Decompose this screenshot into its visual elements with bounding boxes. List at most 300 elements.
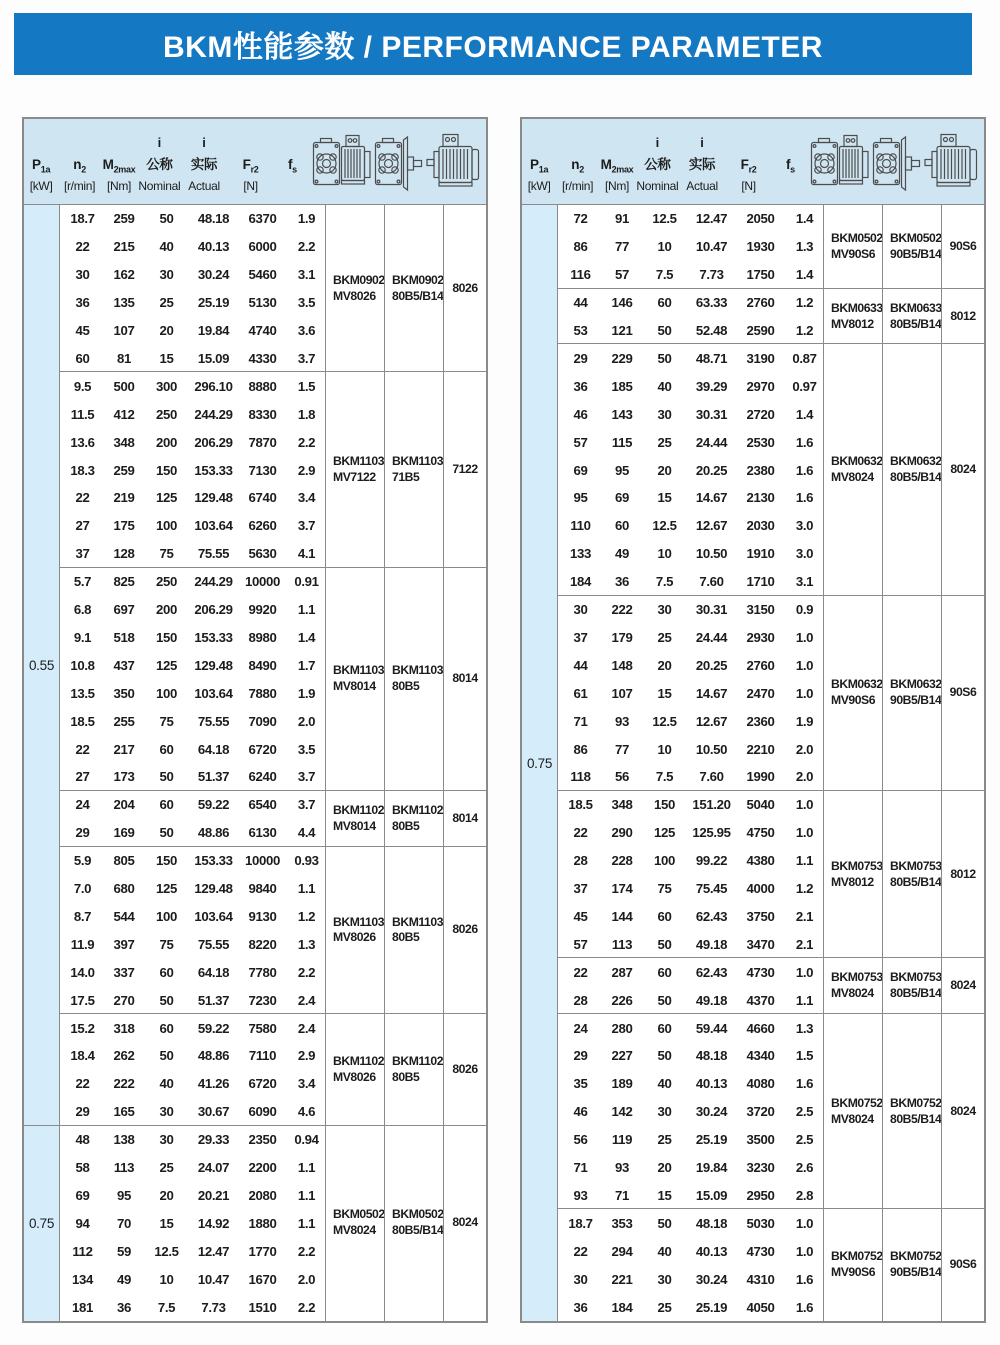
gearmotor-model-cell <box>325 568 384 791</box>
cell-i-actual: 24.44 <box>695 434 728 450</box>
cell-i-actual: 51.37 <box>197 769 230 785</box>
cell-i-nominal: 40 <box>159 1076 174 1092</box>
cell-i-actual: 20.25 <box>695 462 728 478</box>
header-fs: $f_s$ <box>287 157 297 175</box>
gearmotor-model-label <box>333 1054 384 1086</box>
cell-fr2: 9920 <box>248 602 277 618</box>
table-row <box>558 903 823 931</box>
cell-fs: 2.2 <box>297 964 316 980</box>
cell-fr2: 1990 <box>746 769 775 785</box>
model-line: MV8026 <box>333 1069 376 1084</box>
table-row <box>60 512 325 540</box>
header-n2: $n_2$ [r/min] <box>63 157 96 193</box>
cell-i-nominal: 100 <box>156 685 177 701</box>
table-row <box>60 1098 325 1126</box>
cell-fs: 3.0 <box>795 546 814 562</box>
cell-fs: 1.2 <box>795 323 814 339</box>
power-value-cell: 0.75 <box>526 755 553 771</box>
data-rows <box>558 1014 823 1209</box>
cell-fs: 1.3 <box>297 936 316 952</box>
table-row <box>60 902 325 930</box>
table-row <box>60 1237 325 1265</box>
model-line: MV90S6 <box>831 1265 876 1280</box>
gearmotor-model-cell <box>823 791 882 958</box>
cell-i-actual: 12.67 <box>695 713 728 729</box>
cell-n2: 18.7 <box>568 1215 593 1231</box>
gearmotor-model-cell <box>823 1209 882 1321</box>
blocks <box>558 205 984 1321</box>
cell-n2: 10.8 <box>70 657 95 673</box>
table-row <box>60 1126 325 1154</box>
cell-i-nominal: 25 <box>657 1299 672 1315</box>
cell-fr2: 10000 <box>245 853 280 869</box>
cell-m2max: 93 <box>615 1160 629 1176</box>
cell-fr2: 5630 <box>248 546 277 562</box>
cell-i-nominal: 20 <box>657 657 672 673</box>
data-rows <box>558 1209 823 1321</box>
motor-frame-cell <box>941 1209 984 1321</box>
table-row <box>60 568 325 596</box>
model-block <box>558 1014 984 1209</box>
header-i-nominal: i 公称 Nominal <box>636 135 679 193</box>
cell-fs: 0.97 <box>792 378 817 394</box>
header-i-nominal: i 公称 Nominal <box>138 135 181 193</box>
model-block <box>558 791 984 958</box>
cell-n2: 53 <box>573 323 588 339</box>
cell-n2: 9.5 <box>73 378 92 394</box>
cell-fr2: 2030 <box>746 518 775 534</box>
model-line: 90B5/B14 <box>890 246 942 261</box>
cell-n2: 48 <box>75 1132 90 1148</box>
table-row <box>60 1265 325 1293</box>
gearbox-model-cell <box>384 791 443 847</box>
model-block <box>558 289 984 345</box>
cell-m2max: 36 <box>117 1299 131 1315</box>
table-row <box>558 344 823 372</box>
cell-fr2: 2210 <box>746 741 775 757</box>
cell-i-actual: 30.24 <box>197 267 230 283</box>
cell-i-actual: 62.43 <box>695 964 728 980</box>
cell-i-nominal: 10 <box>657 546 672 562</box>
model-line: BKM1103 <box>392 663 444 678</box>
motor-frame-cell <box>443 1126 486 1321</box>
cell-n2: 45 <box>573 908 588 924</box>
gearmotor-model-label <box>831 677 883 709</box>
cell-m2max: 115 <box>611 434 633 450</box>
cell-fr2: 10000 <box>245 574 280 590</box>
table-row <box>558 1293 823 1321</box>
cell-i-actual: 153.33 <box>194 462 233 478</box>
gearmotor-model-cell <box>325 1126 384 1321</box>
motor-icon <box>924 128 982 197</box>
cell-fr2: 8330 <box>248 406 277 422</box>
cell-i-nominal: 7.5 <box>655 574 674 590</box>
gearmotor-model-label <box>831 1096 883 1128</box>
model-line: BKM0632 <box>831 677 883 692</box>
model-block <box>60 568 486 791</box>
cell-i-nominal: 25 <box>657 629 672 645</box>
cell-n2: 58 <box>75 1160 90 1176</box>
cell-i-nominal: 60 <box>657 1020 672 1036</box>
cell-n2: 110 <box>570 518 591 534</box>
table-row <box>558 875 823 903</box>
table-row <box>558 540 823 568</box>
model-line: 90B5/B14 <box>890 1265 942 1280</box>
cell-i-actual: 40.13 <box>695 1076 728 1092</box>
model-line: MV8024 <box>831 470 874 485</box>
cell-i-nominal: 50 <box>159 769 174 785</box>
power-value-cell: 0.75 <box>24 1126 59 1321</box>
cell-n2: 13.6 <box>70 434 95 450</box>
gearmotor-model-cell <box>325 791 384 847</box>
cell-i-nominal: 50 <box>159 992 174 1008</box>
header-product-drawings <box>310 119 486 204</box>
cell-i-nominal: 150 <box>654 797 675 813</box>
cell-fr2: 6540 <box>248 797 277 813</box>
cell-i-actual: 103.64 <box>194 518 233 534</box>
gearmotor-model-cell <box>823 205 882 289</box>
cell-i-actual: 29.33 <box>197 1132 230 1148</box>
cell-i-actual: 12.67 <box>695 518 728 534</box>
cell-i-actual: 40.13 <box>197 239 230 255</box>
cell-fs: 1.0 <box>795 825 814 841</box>
data-rows <box>60 791 325 847</box>
gearbox-model-cell <box>882 958 941 1014</box>
header-fr2: $F_{r2}$ [N] <box>242 157 259 193</box>
header-p1a: $P_{1a}$ [kW] <box>527 157 551 193</box>
cell-m2max: 229 <box>611 350 633 366</box>
cell-fr2: 4740 <box>248 323 277 339</box>
cell-n2: 86 <box>573 741 588 757</box>
gearmotor-model-label <box>333 803 384 835</box>
cell-fr2: 4380 <box>746 853 775 869</box>
cell-fs: 1.2 <box>795 881 814 897</box>
cell-fs: 4.1 <box>297 546 316 562</box>
gearbox-model-cell <box>882 1209 941 1321</box>
motor-frame-cell <box>941 289 984 345</box>
cell-fr2: 2350 <box>248 1132 277 1148</box>
data-rows <box>60 205 325 372</box>
header-m2max: $M_{2max}$ [Nm] <box>102 157 136 193</box>
cell-i-actual: 129.48 <box>194 881 233 897</box>
cell-fs: 1.0 <box>795 1215 814 1231</box>
table-row <box>60 679 325 707</box>
cell-m2max: 91 <box>615 211 629 227</box>
cell-fs: 3.1 <box>795 574 814 590</box>
cell-i-nominal: 150 <box>156 629 177 645</box>
motor-frame-cell <box>443 1014 486 1126</box>
cell-fr2: 2970 <box>746 378 775 394</box>
cell-n2: 94 <box>75 1215 90 1231</box>
cell-m2max: 143 <box>611 406 633 422</box>
table-row <box>60 317 325 345</box>
cell-i-actual: 14.67 <box>695 490 728 506</box>
cell-i-nominal: 100 <box>156 518 177 534</box>
model-line: BKM0502 <box>333 1207 385 1222</box>
cell-n2: 24 <box>75 797 90 813</box>
cell-i-actual: 153.33 <box>194 629 233 645</box>
cell-fs: 1.4 <box>795 211 814 227</box>
gearmotor-model-cell <box>823 289 882 345</box>
cell-n2: 27 <box>75 769 90 785</box>
cell-n2: 36 <box>573 378 588 394</box>
cell-m2max: 56 <box>615 769 629 785</box>
cell-fs: 1.4 <box>297 629 316 645</box>
cell-n2: 61 <box>573 685 588 701</box>
cell-fr2: 1930 <box>746 239 775 255</box>
motor-frame-cell <box>941 596 984 791</box>
cell-m2max: 259 <box>113 211 135 227</box>
gearbox-model-cell <box>882 344 941 595</box>
cell-fr2: 2050 <box>746 211 775 227</box>
cell-i-actual: 14.92 <box>197 1215 230 1231</box>
cell-i-actual: 296.10 <box>194 378 233 394</box>
cell-fs: 1.2 <box>297 908 316 924</box>
cell-m2max: 350 <box>113 685 135 701</box>
gearbox-model-label <box>392 273 444 305</box>
table-row <box>60 1154 325 1182</box>
cell-i-nominal: 150 <box>156 462 177 478</box>
table-row <box>558 400 823 428</box>
cell-fs: 1.1 <box>297 1187 316 1203</box>
cell-fs: 1.6 <box>795 1299 814 1315</box>
cell-i-actual: 48.86 <box>197 1048 230 1064</box>
model-line: MV7122 <box>333 470 376 485</box>
table-row <box>60 205 325 233</box>
model-block <box>558 1209 984 1321</box>
performance-parameter-table <box>520 117 986 1323</box>
cell-i-actual: 20.25 <box>695 657 728 673</box>
model-block <box>60 791 486 847</box>
cell-fs: 2.2 <box>297 1243 316 1259</box>
cell-i-nominal: 20 <box>657 462 672 478</box>
cell-i-nominal: 75 <box>657 881 672 897</box>
cell-fr2: 5460 <box>248 267 277 283</box>
gearmotor-model-cell <box>823 344 882 595</box>
cell-n2: 28 <box>573 853 588 869</box>
table-body <box>24 205 486 1321</box>
cell-fr2: 6720 <box>248 1076 277 1092</box>
motor-frame-label: 8014 <box>452 671 478 686</box>
cell-i-actual: 64.18 <box>197 741 230 757</box>
page-title-banner <box>14 13 972 75</box>
cell-i-actual: 30.31 <box>695 406 728 422</box>
cell-i-nominal: 30 <box>657 1104 672 1120</box>
cell-fr2: 2360 <box>746 713 775 729</box>
model-line: 80B5/B14 <box>890 1111 942 1126</box>
cell-i-nominal: 12.5 <box>652 518 677 534</box>
cell-i-nominal: 10 <box>657 741 672 757</box>
cell-m2max: 184 <box>611 1299 633 1315</box>
gearbox-model-label <box>392 663 443 695</box>
power-value-cell: 0.55 <box>28 657 55 673</box>
cell-fr2: 4310 <box>746 1271 775 1287</box>
cell-i-nominal: 12.5 <box>652 713 677 729</box>
motor-frame-label: 8024 <box>950 1103 976 1118</box>
gearmotor-model-cell <box>325 205 384 372</box>
gearbox-model-label <box>890 1249 942 1281</box>
cell-fr2: 7090 <box>248 713 277 729</box>
cell-fr2: 6090 <box>248 1104 277 1120</box>
gearbox-model-cell <box>384 1014 443 1126</box>
cell-i-nominal: 15 <box>657 685 672 701</box>
cell-m2max: 121 <box>611 323 633 339</box>
model-line: MV8012 <box>831 874 874 889</box>
model-line: 80B5 <box>392 930 420 945</box>
cell-i-nominal: 50 <box>657 323 672 339</box>
model-line: BKM0902 <box>392 272 444 287</box>
cell-i-actual: 48.18 <box>695 1048 728 1064</box>
cell-i-nominal: 15 <box>159 350 174 366</box>
cell-n2: 30 <box>75 267 90 283</box>
cell-m2max: 95 <box>117 1187 131 1203</box>
cell-m2max: 49 <box>615 546 629 562</box>
model-line: MV8012 <box>831 316 874 331</box>
cell-i-nominal: 10 <box>657 239 672 255</box>
cell-i-nominal: 40 <box>657 1243 672 1259</box>
table-row <box>558 651 823 679</box>
performance-parameter-table <box>22 117 488 1323</box>
motor-frame-label: 8014 <box>452 810 478 825</box>
gearbox-model-cell <box>882 205 941 289</box>
cell-fr2: 2950 <box>746 1187 775 1203</box>
gearmotor-model-label <box>333 915 384 947</box>
cell-i-nominal: 200 <box>156 602 177 618</box>
table-row <box>60 484 325 512</box>
cell-m2max: 270 <box>113 992 135 1008</box>
cell-i-actual: 19.84 <box>695 1160 728 1176</box>
table-row <box>60 1293 325 1321</box>
cell-m2max: 215 <box>113 239 135 255</box>
table-row <box>60 540 325 568</box>
gearbox-model-cell <box>384 568 443 791</box>
model-block <box>558 596 984 791</box>
table-row <box>558 1042 823 1070</box>
cell-m2max: 222 <box>611 602 633 618</box>
cell-i-actual: 75.55 <box>197 936 230 952</box>
cell-n2: 29 <box>573 1048 588 1064</box>
cell-i-nominal: 15 <box>657 490 672 506</box>
table-row <box>60 1181 325 1209</box>
cell-fs: 1.4 <box>795 267 814 283</box>
cell-m2max: 77 <box>615 239 629 255</box>
cell-fr2: 6130 <box>248 825 277 841</box>
table-row <box>60 1070 325 1098</box>
table-row <box>558 428 823 456</box>
cell-fr2: 8880 <box>248 378 277 394</box>
cell-i-actual: 151.20 <box>692 797 731 813</box>
table-row <box>558 986 823 1014</box>
gearbox-model-label <box>392 1054 443 1086</box>
table-row <box>60 735 325 763</box>
table-row <box>60 624 325 652</box>
cell-i-actual: 10.50 <box>695 741 728 757</box>
cell-i-nominal: 25 <box>159 295 174 311</box>
table-row <box>558 679 823 707</box>
cell-m2max: 204 <box>113 797 135 813</box>
cell-n2: 45 <box>75 323 90 339</box>
table-row <box>558 456 823 484</box>
cell-n2: 17.5 <box>70 992 95 1008</box>
cell-m2max: 173 <box>113 769 135 785</box>
cell-fs: 3.5 <box>297 741 316 757</box>
data-rows <box>60 372 325 567</box>
cell-n2: 69 <box>75 1187 90 1203</box>
model-line: 80B5/B14 <box>890 316 942 331</box>
cell-fr2: 5130 <box>248 295 277 311</box>
cell-i-actual: 59.22 <box>197 797 230 813</box>
cell-fs: 1.9 <box>297 211 316 227</box>
model-block <box>60 205 486 372</box>
cell-m2max: 221 <box>611 1271 633 1287</box>
cell-m2max: 49 <box>117 1271 131 1287</box>
table-row <box>60 986 325 1014</box>
cell-n2: 44 <box>573 657 588 673</box>
cell-i-nominal: 20 <box>159 323 174 339</box>
cell-n2: 95 <box>573 490 588 506</box>
table-row <box>558 791 823 819</box>
cell-fs: 2.0 <box>795 769 814 785</box>
cell-fs: 1.0 <box>795 797 814 813</box>
cell-i-nominal: 30 <box>657 406 672 422</box>
data-rows <box>558 791 823 958</box>
model-block <box>60 1126 486 1321</box>
cell-i-nominal: 12.5 <box>154 1243 179 1259</box>
cell-n2: 22 <box>75 741 90 757</box>
cell-i-actual: 59.22 <box>197 1020 230 1036</box>
cell-fr2: 4750 <box>746 825 775 841</box>
cell-n2: 22 <box>573 1243 588 1259</box>
cell-i-nominal: 100 <box>156 908 177 924</box>
cell-fs: 1.5 <box>795 1048 814 1064</box>
cell-m2max: 113 <box>611 936 633 952</box>
cell-fs: 1.1 <box>795 853 814 869</box>
gearbox-motor-icon <box>312 128 374 197</box>
gearmotor-model-label <box>831 1249 883 1281</box>
cell-m2max: 93 <box>615 713 629 729</box>
cell-i-actual: 64.18 <box>197 964 230 980</box>
cell-i-nominal: 250 <box>156 406 177 422</box>
model-line: BKM0753 <box>890 858 942 873</box>
header-n2: $n_2$ [r/min] <box>561 157 594 193</box>
table-row <box>60 233 325 261</box>
cell-fs: 3.4 <box>297 1076 316 1092</box>
cell-m2max: 259 <box>113 462 135 478</box>
cell-i-nominal: 125 <box>654 825 675 841</box>
table-row <box>60 261 325 289</box>
cell-i-nominal: 25 <box>657 1132 672 1148</box>
cell-fs: 2.9 <box>297 462 316 478</box>
cell-i-actual: 7.73 <box>699 267 724 283</box>
model-line: 80B5/B14 <box>890 986 942 1001</box>
cell-fs: 1.6 <box>795 1076 814 1092</box>
cell-n2: 69 <box>573 462 588 478</box>
table-row <box>558 512 823 540</box>
cell-i-actual: 20.21 <box>197 1187 230 1203</box>
cell-i-actual: 12.47 <box>197 1243 230 1259</box>
cell-n2: 46 <box>573 1104 588 1120</box>
cell-n2: 133 <box>570 546 591 562</box>
cell-fr2: 7880 <box>248 685 277 701</box>
cell-n2: 57 <box>573 936 588 952</box>
cell-fr2: 7110 <box>248 1048 277 1064</box>
cell-i-nominal: 15 <box>159 1215 174 1231</box>
cell-i-nominal: 40 <box>657 1076 672 1092</box>
cell-fs: 1.3 <box>795 1020 814 1036</box>
header-i-actual: i 实际 Actual <box>188 135 220 193</box>
cell-fr2: 7870 <box>248 434 277 450</box>
cell-fr2: 1880 <box>248 1215 277 1231</box>
